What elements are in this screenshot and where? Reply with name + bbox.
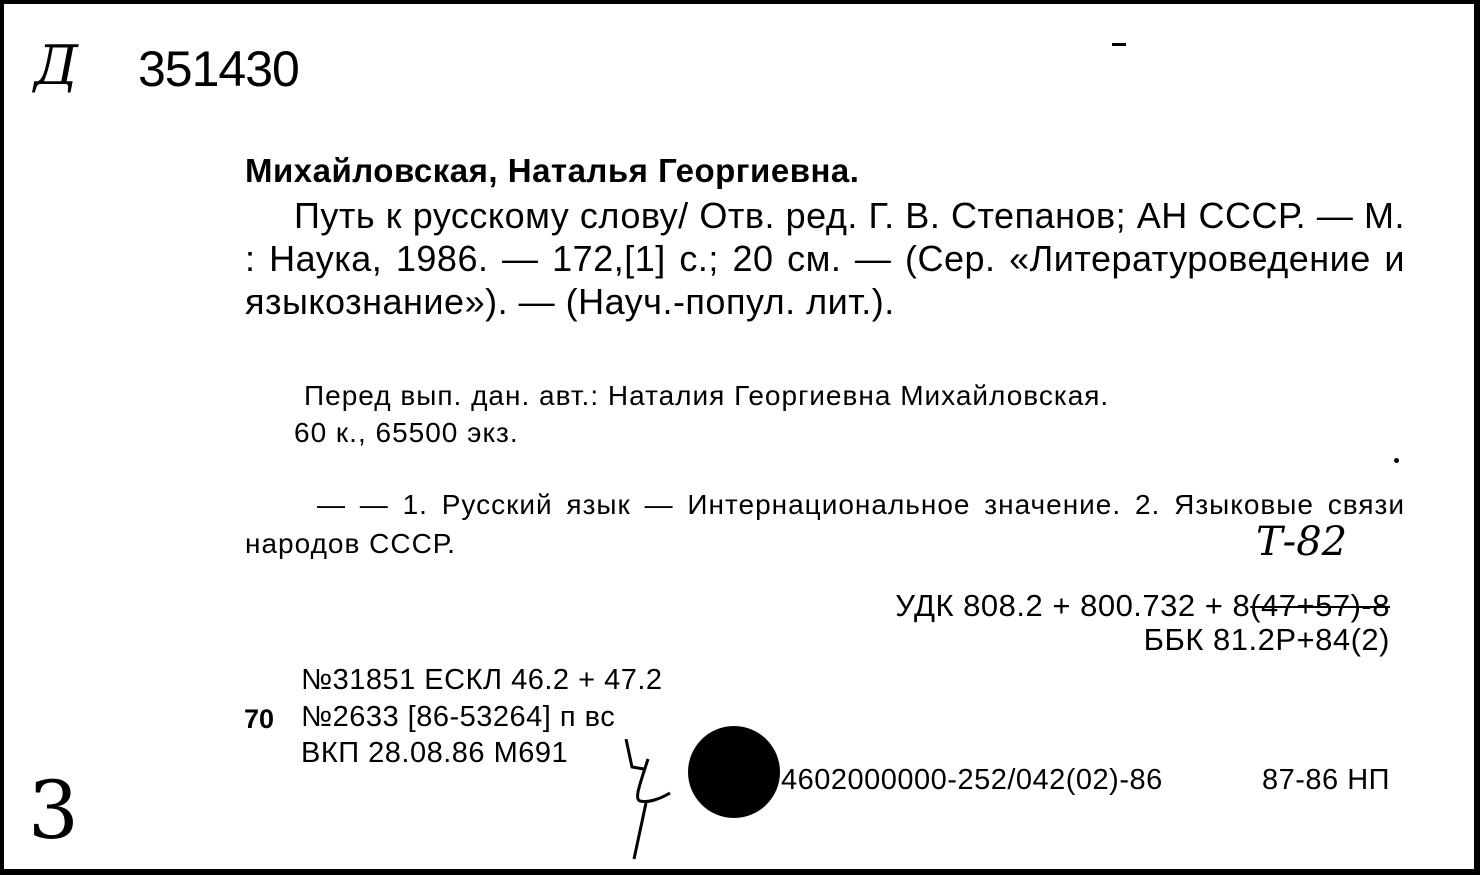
author-heading: Михайловская, Наталья Георгиевна.: [245, 152, 860, 189]
punch-hole: [688, 726, 780, 818]
card-number: 351430: [138, 41, 299, 97]
ink-mark: [1112, 43, 1126, 46]
handwritten-shelf-mark: Т-82: [1256, 519, 1348, 565]
np-code: 87-86 НП: [1261, 764, 1390, 796]
author-note: Перед вып. дан. авт.: Наталия Георгиевна Михайловская.: [304, 380, 1110, 411]
publisher-line-3: ВКП 28.08.86 М691: [301, 737, 569, 769]
isbn-code: 4602000000-252/042(02)-86: [781, 764, 1163, 796]
handwritten-letter: Д: [34, 34, 78, 97]
udk-prefix: УДК 808.2 + 800.732 + 8: [895, 588, 1251, 623]
handwritten-number: 3: [28, 764, 79, 857]
subject-headings: — — 1. Русский язык — Интернациональное значение. 2. Языковые связи народов СССР.: [245, 489, 1405, 559]
publisher-line-2: №2633 [86-53264] п вс: [301, 701, 616, 733]
handwritten-squiggle: [604, 739, 694, 864]
udk-index: [895, 588, 1390, 624]
ink-dot: [1394, 458, 1399, 463]
side-mark: 70: [244, 704, 275, 734]
publisher-line-1: №31851 ЕСКЛ 46.2 + 47.2: [301, 664, 663, 696]
bbk-index: ББК 81.2Р+84(2): [1143, 622, 1390, 657]
bibliographic-description: Путь к русскому слову/ Отв. ред. Г. В. Степанов; АН СССР. — М. : Наука, 1986. — 172,[1] с.; 20 см. — (Сер. «Литературоведение и языкознание»). — (Науч.-попул. лит.).: [245, 195, 1405, 322]
price-copies: 60 к., 65500 экз.: [294, 417, 519, 448]
udk-struck-part: (47+57)-8: [1250, 588, 1390, 623]
